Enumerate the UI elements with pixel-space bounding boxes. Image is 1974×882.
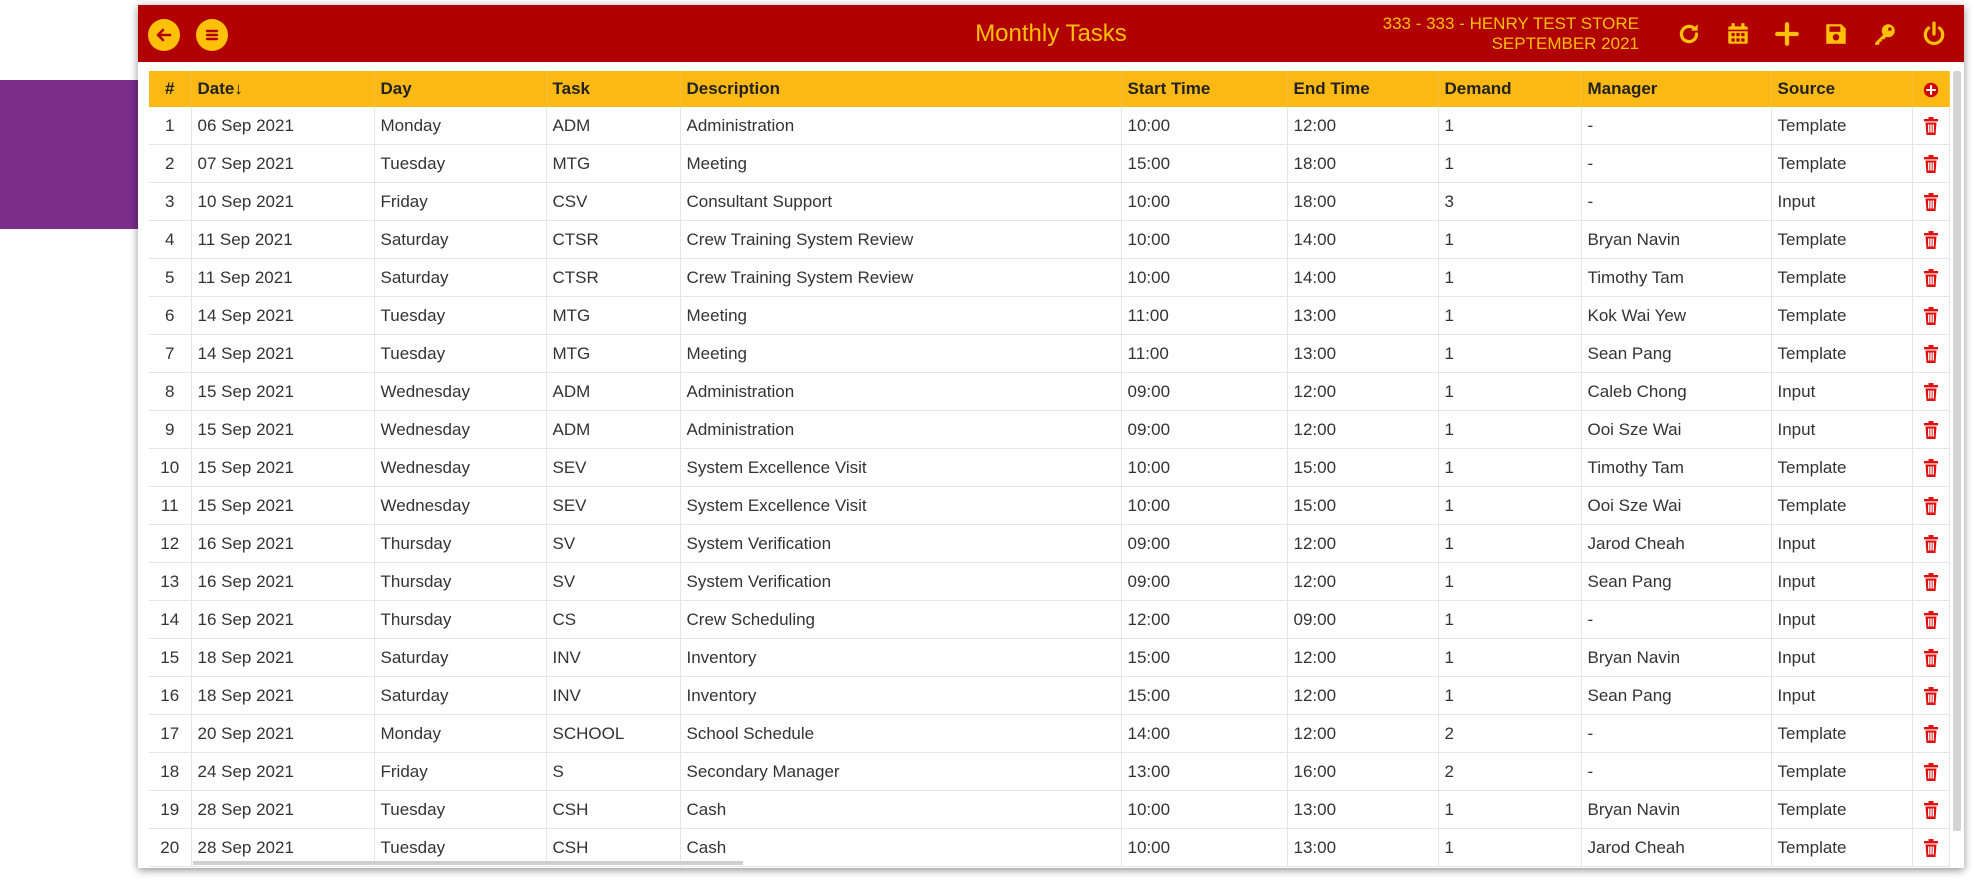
col-header-date[interactable]: Date↓ xyxy=(191,71,374,107)
trash-icon xyxy=(1923,117,1939,135)
delete-row-button[interactable] xyxy=(1912,373,1949,411)
manager-cell: Timothy Tam xyxy=(1581,259,1771,297)
task-cell: S xyxy=(546,753,680,791)
table-row[interactable] xyxy=(149,145,1949,183)
task-cell: SCHOOL xyxy=(546,715,680,753)
trash-icon xyxy=(1923,725,1939,743)
key-icon xyxy=(1872,21,1898,47)
source-cell: Template xyxy=(1771,335,1912,373)
end-time-cell: 12:00 xyxy=(1287,639,1438,677)
delete-row-button[interactable] xyxy=(1912,601,1949,639)
manager-cell: Bryan Navin xyxy=(1581,791,1771,829)
start-time-cell: 10:00 xyxy=(1121,829,1287,867)
delete-row-button[interactable] xyxy=(1912,145,1949,183)
date-cell: 07 Sep 2021 xyxy=(191,145,374,183)
delete-row-button[interactable] xyxy=(1912,639,1949,677)
row-number: 5 xyxy=(149,259,191,297)
source-cell: Template xyxy=(1771,259,1912,297)
day-cell: Friday xyxy=(374,183,546,221)
date-cell: 15 Sep 2021 xyxy=(191,487,374,525)
day-cell: Wednesday xyxy=(374,487,546,525)
row-number: 8 xyxy=(149,373,191,411)
manager-cell: Sean Pang xyxy=(1581,677,1771,715)
trash-icon xyxy=(1923,611,1939,629)
task-cell: CS xyxy=(546,601,680,639)
demand-cell: 1 xyxy=(1438,373,1581,411)
date-cell: 06 Sep 2021 xyxy=(191,107,374,145)
description-cell: Inventory xyxy=(680,677,1121,715)
power-icon xyxy=(1921,21,1947,47)
date-cell: 16 Sep 2021 xyxy=(191,563,374,601)
add-button[interactable] xyxy=(1772,19,1802,49)
demand-cell: 1 xyxy=(1438,297,1581,335)
demand-cell: 2 xyxy=(1438,715,1581,753)
end-time-cell: 15:00 xyxy=(1287,449,1438,487)
task-cell: ADM xyxy=(546,373,680,411)
table-row[interactable] xyxy=(149,221,1949,259)
description-cell: System Excellence Visit xyxy=(680,449,1121,487)
description-cell: Meeting xyxy=(680,145,1121,183)
demand-cell: 1 xyxy=(1438,145,1581,183)
start-time-cell: 15:00 xyxy=(1121,639,1287,677)
day-cell: Saturday xyxy=(374,259,546,297)
source-cell: Template xyxy=(1771,487,1912,525)
date-cell: 28 Sep 2021 xyxy=(191,791,374,829)
demand-cell: 3 xyxy=(1438,183,1581,221)
trash-icon xyxy=(1923,687,1939,705)
source-cell: Template xyxy=(1771,145,1912,183)
source-cell: Input xyxy=(1771,563,1912,601)
day-cell: Tuesday xyxy=(374,297,546,335)
source-cell: Template xyxy=(1771,297,1912,335)
manager-cell: Bryan Navin xyxy=(1581,639,1771,677)
table-row[interactable] xyxy=(149,335,1949,373)
table-row[interactable] xyxy=(149,601,1949,639)
row-number: 14 xyxy=(149,601,191,639)
end-time-cell: 13:00 xyxy=(1287,335,1438,373)
source-cell: Template xyxy=(1771,753,1912,791)
demand-cell: 1 xyxy=(1438,221,1581,259)
description-cell: System Verification xyxy=(680,525,1121,563)
description-cell: System Verification xyxy=(680,563,1121,601)
end-time-cell: 14:00 xyxy=(1287,221,1438,259)
col-header-source[interactable]: Source xyxy=(1771,71,1912,107)
task-cell: SEV xyxy=(546,487,680,525)
table-row[interactable] xyxy=(149,373,1949,411)
source-cell: Input xyxy=(1771,411,1912,449)
manager-cell: - xyxy=(1581,145,1771,183)
delete-row-button[interactable] xyxy=(1912,335,1949,373)
source-cell: Input xyxy=(1771,601,1912,639)
trash-icon xyxy=(1923,573,1939,591)
day-cell: Saturday xyxy=(374,639,546,677)
trash-icon xyxy=(1923,383,1939,401)
delete-row-button[interactable] xyxy=(1912,487,1949,525)
day-cell: Wednesday xyxy=(374,411,546,449)
trash-icon xyxy=(1923,269,1939,287)
description-cell: Administration xyxy=(680,373,1121,411)
table-row[interactable] xyxy=(149,563,1949,601)
source-cell: Template xyxy=(1771,221,1912,259)
start-time-cell: 11:00 xyxy=(1121,297,1287,335)
end-time-cell: 18:00 xyxy=(1287,145,1438,183)
table-row[interactable] xyxy=(149,791,1949,829)
manager-cell: Jarod Cheah xyxy=(1581,829,1771,867)
task-cell: CTSR xyxy=(546,259,680,297)
col-header-end-time[interactable]: End Time xyxy=(1287,71,1438,107)
description-cell: Administration xyxy=(680,107,1121,145)
day-cell: Friday xyxy=(374,753,546,791)
day-cell: Wednesday xyxy=(374,449,546,487)
manager-cell: Sean Pang xyxy=(1581,563,1771,601)
row-number: 3 xyxy=(149,183,191,221)
col-header-manager[interactable]: Manager xyxy=(1581,71,1771,107)
manager-cell: Timothy Tam xyxy=(1581,449,1771,487)
save-icon xyxy=(1823,21,1849,47)
day-cell: Thursday xyxy=(374,563,546,601)
table-row[interactable] xyxy=(149,753,1949,791)
date-cell: 20 Sep 2021 xyxy=(191,715,374,753)
row-number: 11 xyxy=(149,487,191,525)
delete-row-button[interactable] xyxy=(1912,221,1949,259)
description-cell: Cash xyxy=(680,829,1121,867)
demand-cell: 1 xyxy=(1438,525,1581,563)
table-row[interactable] xyxy=(149,525,1949,563)
trash-icon xyxy=(1923,231,1939,249)
table-row[interactable] xyxy=(149,639,1949,677)
table-row[interactable] xyxy=(149,487,1949,525)
start-time-cell: 10:00 xyxy=(1121,791,1287,829)
manager-cell: Bryan Navin xyxy=(1581,221,1771,259)
col-header-day[interactable]: Day xyxy=(374,71,546,107)
source-cell: Template xyxy=(1771,107,1912,145)
start-time-cell: 10:00 xyxy=(1121,259,1287,297)
delete-row-button[interactable] xyxy=(1912,411,1949,449)
day-cell: Tuesday xyxy=(374,791,546,829)
demand-cell: 1 xyxy=(1438,449,1581,487)
task-cell: CSV xyxy=(546,183,680,221)
row-number: 18 xyxy=(149,753,191,791)
delete-row-button[interactable] xyxy=(1912,677,1949,715)
description-cell: Crew Scheduling xyxy=(680,601,1121,639)
trash-icon xyxy=(1923,535,1939,553)
start-time-cell: 10:00 xyxy=(1121,221,1287,259)
end-time-cell: 15:00 xyxy=(1287,487,1438,525)
end-time-cell: 12:00 xyxy=(1287,715,1438,753)
calendar-icon xyxy=(1725,21,1751,47)
day-cell: Thursday xyxy=(374,601,546,639)
col-header-demand[interactable]: Demand xyxy=(1438,71,1581,107)
store-name: 333 - 333 - HENRY TEST STORE xyxy=(1382,14,1639,33)
day-cell: Wednesday xyxy=(374,373,546,411)
day-cell: Tuesday xyxy=(374,145,546,183)
power-button[interactable] xyxy=(1919,19,1949,49)
trash-icon xyxy=(1923,497,1939,515)
end-time-cell: 13:00 xyxy=(1287,297,1438,335)
add-icon xyxy=(1774,21,1800,47)
manager-cell: Kok Wai Yew xyxy=(1581,297,1771,335)
app-window xyxy=(138,5,1964,868)
trash-icon xyxy=(1923,649,1939,667)
source-cell: Input xyxy=(1771,639,1912,677)
save-button[interactable] xyxy=(1821,19,1851,49)
table-row[interactable] xyxy=(149,715,1949,753)
date-cell: 15 Sep 2021 xyxy=(191,411,374,449)
col-header-description[interactable]: Description xyxy=(680,71,1121,107)
task-cell: MTG xyxy=(546,145,680,183)
col-header-number: # xyxy=(149,71,191,107)
delete-row-button[interactable] xyxy=(1912,563,1949,601)
end-time-cell: 12:00 xyxy=(1287,563,1438,601)
date-cell: 16 Sep 2021 xyxy=(191,601,374,639)
row-number: 13 xyxy=(149,563,191,601)
source-cell: Input xyxy=(1771,525,1912,563)
description-cell: Administration xyxy=(680,411,1121,449)
task-cell: ADM xyxy=(546,107,680,145)
source-cell: Template xyxy=(1771,715,1912,753)
demand-cell: 1 xyxy=(1438,107,1581,145)
table-row[interactable] xyxy=(149,677,1949,715)
date-cell: 24 Sep 2021 xyxy=(191,753,374,791)
task-cell: CSH xyxy=(546,829,680,867)
table-row[interactable] xyxy=(149,449,1949,487)
date-cell: 11 Sep 2021 xyxy=(191,221,374,259)
trash-icon xyxy=(1923,155,1939,173)
date-cell: 10 Sep 2021 xyxy=(191,183,374,221)
end-time-cell: 12:00 xyxy=(1287,107,1438,145)
day-cell: Thursday xyxy=(374,525,546,563)
task-cell: CTSR xyxy=(546,221,680,259)
col-header-task[interactable]: Task xyxy=(546,71,680,107)
task-cell: SEV xyxy=(546,449,680,487)
task-cell: INV xyxy=(546,677,680,715)
start-time-cell: 10:00 xyxy=(1121,107,1287,145)
manager-cell: - xyxy=(1581,715,1771,753)
date-cell: 18 Sep 2021 xyxy=(191,677,374,715)
add-circle-icon xyxy=(1923,82,1939,98)
source-cell: Input xyxy=(1771,373,1912,411)
description-cell: Meeting xyxy=(680,335,1121,373)
trash-icon xyxy=(1923,193,1939,211)
end-time-cell: 12:00 xyxy=(1287,677,1438,715)
delete-row-button[interactable] xyxy=(1912,449,1949,487)
delete-row-button[interactable] xyxy=(1912,791,1949,829)
demand-cell: 1 xyxy=(1438,677,1581,715)
side-decoration xyxy=(0,80,142,229)
table-row[interactable] xyxy=(149,259,1949,297)
description-cell: Meeting xyxy=(680,297,1121,335)
end-time-cell: 13:00 xyxy=(1287,791,1438,829)
add-row-button[interactable] xyxy=(1912,71,1949,107)
demand-cell: 1 xyxy=(1438,601,1581,639)
task-cell: SV xyxy=(546,563,680,601)
day-cell: Monday xyxy=(374,715,546,753)
trash-icon xyxy=(1923,459,1939,477)
row-number: 9 xyxy=(149,411,191,449)
manager-cell: - xyxy=(1581,753,1771,791)
source-cell: Template xyxy=(1771,829,1912,867)
description-cell: Crew Training System Review xyxy=(680,221,1121,259)
demand-cell: 1 xyxy=(1438,639,1581,677)
delete-row-button[interactable] xyxy=(1912,259,1949,297)
end-time-cell: 18:00 xyxy=(1287,183,1438,221)
delete-row-button[interactable] xyxy=(1912,829,1949,867)
row-number: 15 xyxy=(149,639,191,677)
end-time-cell: 09:00 xyxy=(1287,601,1438,639)
demand-cell: 1 xyxy=(1438,411,1581,449)
start-time-cell: 11:00 xyxy=(1121,335,1287,373)
start-time-cell: 10:00 xyxy=(1121,183,1287,221)
source-cell: Template xyxy=(1771,791,1912,829)
delete-row-button[interactable] xyxy=(1912,107,1949,145)
row-number: 1 xyxy=(149,107,191,145)
table-row[interactable] xyxy=(149,411,1949,449)
start-time-cell: 14:00 xyxy=(1121,715,1287,753)
source-cell: Template xyxy=(1771,449,1912,487)
day-cell: Monday xyxy=(374,107,546,145)
trash-icon xyxy=(1923,421,1939,439)
task-cell: SV xyxy=(546,525,680,563)
table-row[interactable] xyxy=(149,297,1949,335)
manager-cell: Ooi Sze Wai xyxy=(1581,411,1771,449)
date-cell: 15 Sep 2021 xyxy=(191,449,374,487)
day-cell: Tuesday xyxy=(374,335,546,373)
table-row[interactable] xyxy=(149,107,1949,145)
refresh-icon xyxy=(1676,21,1702,47)
delete-row-button[interactable] xyxy=(1912,753,1949,791)
table-header-row xyxy=(149,71,1949,107)
demand-cell: 1 xyxy=(1438,563,1581,601)
end-time-cell: 13:00 xyxy=(1287,829,1438,867)
demand-cell: 1 xyxy=(1438,487,1581,525)
tasks-table-container xyxy=(149,71,1949,867)
start-time-cell: 10:00 xyxy=(1121,487,1287,525)
start-time-cell: 09:00 xyxy=(1121,411,1287,449)
col-header-start-time[interactable]: Start Time xyxy=(1121,71,1287,107)
start-time-cell: 10:00 xyxy=(1121,449,1287,487)
end-time-cell: 12:00 xyxy=(1287,525,1438,563)
trash-icon xyxy=(1923,345,1939,363)
row-number: 17 xyxy=(149,715,191,753)
row-number: 20 xyxy=(149,829,191,867)
task-cell: MTG xyxy=(546,335,680,373)
description-cell: Consultant Support xyxy=(680,183,1121,221)
date-cell: 15 Sep 2021 xyxy=(191,373,374,411)
source-cell: Input xyxy=(1771,183,1912,221)
demand-cell: 1 xyxy=(1438,829,1581,867)
row-number: 6 xyxy=(149,297,191,335)
row-number: 7 xyxy=(149,335,191,373)
description-cell: Secondary Manager xyxy=(680,753,1121,791)
row-number: 12 xyxy=(149,525,191,563)
manager-cell: Caleb Chong xyxy=(1581,373,1771,411)
description-cell: Crew Training System Review xyxy=(680,259,1121,297)
start-time-cell: 13:00 xyxy=(1121,753,1287,791)
trash-icon xyxy=(1923,839,1939,857)
demand-cell: 1 xyxy=(1438,791,1581,829)
table-row[interactable] xyxy=(149,183,1949,221)
demand-cell: 2 xyxy=(1438,753,1581,791)
row-number: 19 xyxy=(149,791,191,829)
period-label: SEPTEMBER 2021 xyxy=(1491,34,1639,53)
row-number: 2 xyxy=(149,145,191,183)
task-cell: CSH xyxy=(546,791,680,829)
day-cell: Saturday xyxy=(374,221,546,259)
date-cell: 16 Sep 2021 xyxy=(191,525,374,563)
trash-icon xyxy=(1923,801,1939,819)
description-cell: System Excellence Visit xyxy=(680,487,1121,525)
key-button[interactable] xyxy=(1870,19,1900,49)
row-number: 16 xyxy=(149,677,191,715)
refresh-button[interactable] xyxy=(1674,19,1704,49)
source-cell: Input xyxy=(1771,677,1912,715)
manager-cell: Jarod Cheah xyxy=(1581,525,1771,563)
date-cell: 14 Sep 2021 xyxy=(191,335,374,373)
manager-cell: - xyxy=(1581,107,1771,145)
date-cell: 28 Sep 2021 xyxy=(191,829,374,867)
row-number: 10 xyxy=(149,449,191,487)
manager-cell: Sean Pang xyxy=(1581,335,1771,373)
delete-row-button[interactable] xyxy=(1912,525,1949,563)
end-time-cell: 16:00 xyxy=(1287,753,1438,791)
day-cell: Saturday xyxy=(374,677,546,715)
end-time-cell: 12:00 xyxy=(1287,373,1438,411)
demand-cell: 1 xyxy=(1438,335,1581,373)
store-info xyxy=(1383,14,1639,54)
start-time-cell: 09:00 xyxy=(1121,563,1287,601)
description-cell: Inventory xyxy=(680,639,1121,677)
trash-icon xyxy=(1923,763,1939,781)
tasks-table-body xyxy=(149,107,1949,867)
day-cell: Tuesday xyxy=(374,829,546,867)
end-time-cell: 12:00 xyxy=(1287,411,1438,449)
tasks-table xyxy=(149,71,1950,867)
task-cell: ADM xyxy=(546,411,680,449)
manager-cell: - xyxy=(1581,601,1771,639)
date-cell: 11 Sep 2021 xyxy=(191,259,374,297)
description-cell: Cash xyxy=(680,791,1121,829)
task-cell: INV xyxy=(546,639,680,677)
date-cell: 14 Sep 2021 xyxy=(191,297,374,335)
start-time-cell: 15:00 xyxy=(1121,677,1287,715)
row-number: 4 xyxy=(149,221,191,259)
manager-cell: Ooi Sze Wai xyxy=(1581,487,1771,525)
demand-cell: 1 xyxy=(1438,259,1581,297)
title-bar xyxy=(138,5,1964,62)
description-cell: School Schedule xyxy=(680,715,1121,753)
delete-row-button[interactable] xyxy=(1912,183,1949,221)
end-time-cell: 14:00 xyxy=(1287,259,1438,297)
start-time-cell: 15:00 xyxy=(1121,145,1287,183)
start-time-cell: 09:00 xyxy=(1121,525,1287,563)
trash-icon xyxy=(1923,307,1939,325)
delete-row-button[interactable] xyxy=(1912,297,1949,335)
manager-cell: - xyxy=(1581,183,1771,221)
start-time-cell: 09:00 xyxy=(1121,373,1287,411)
calendar-button[interactable] xyxy=(1723,19,1753,49)
start-time-cell: 12:00 xyxy=(1121,601,1287,639)
horizontal-scrollbar[interactable] xyxy=(193,861,743,865)
task-cell: MTG xyxy=(546,297,680,335)
delete-row-button[interactable] xyxy=(1912,715,1949,753)
page-title: Monthly Tasks xyxy=(975,20,1127,47)
vertical-scrollbar[interactable] xyxy=(1953,71,1961,831)
date-cell: 18 Sep 2021 xyxy=(191,639,374,677)
